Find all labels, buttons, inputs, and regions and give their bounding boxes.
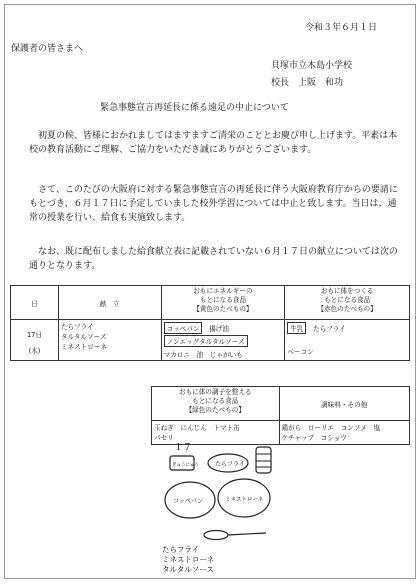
caption-line-2: ミネストローネ — [162, 555, 215, 564]
header-condition-foods: おもに体の調子を整える もとになる食品 【緑色のたべもの】 — [152, 387, 280, 421]
document-title: 緊急事態宣言再延長に係る遠足の中止について — [100, 103, 289, 113]
spoon-icon — [204, 531, 228, 540]
fish-label: たらフライ — [215, 461, 245, 468]
milk-label: ぎゅうにゅう — [172, 463, 199, 468]
day-cell: 17日 (木) — [11, 320, 59, 361]
header-menu: 献 立 — [58, 286, 161, 320]
paragraph-greeting: 初夏の候、皆様におかれましてはますますご清栄のこととお慶び申し上げます。平素は本校の教育活動にご理解、ご協力をいただき誠にありがとうございます。 — [29, 131, 398, 155]
lunch-tray-illustration — [156, 438, 282, 575]
document-date: 令和３年６月１日 — [305, 23, 378, 33]
header-seasonings: 調味料・その他 — [279, 387, 410, 421]
body-foods-cell: 牛乳 たらフライ ベーコン — [285, 320, 410, 361]
caption-line-3: タルタルソース — [162, 565, 214, 574]
energy-foods-cell: コッペパン 揚げ油 ノンエッグタルタルソース マカロニ 油 じゃがいも — [161, 320, 285, 361]
illustration-date: １７ — [174, 443, 193, 453]
menu-table-top — [10, 285, 410, 361]
condition-foods-cell: 玉ねぎ にんじん トマト缶 パセリ — [152, 421, 280, 445]
school-name: 貝塚市立木島小学校 — [271, 61, 353, 71]
paragraph-menu-note: なお、既に配布しました給食献立表に記載されていない６月１７日の献立については次の通りとなります。 — [29, 247, 398, 271]
menu-table-bottom — [151, 386, 410, 445]
header-body-foods: おもに体をつくる もとになる食品 【赤色のたべもの】 — [285, 286, 410, 320]
header-energy-foods: おもにエネルギーの もとになる食品 【黄色のたべもの】 — [161, 286, 285, 320]
soup-label: ミネストローネ — [225, 497, 264, 503]
header-day: 日 — [11, 286, 59, 320]
menu-items-cell: たらフライ タルタルソース ミネストローネ — [58, 320, 161, 361]
document-page — [4, 4, 416, 579]
paragraph-cancellation: さて、このたびの大阪府に対する緊急事態宣言の再延長に伴う大阪府教育庁からの要請にもとづき、６月１７日に予定していました校外学習については中止と致します。当日は、通常の授業を行い、給食も実施致します。 — [29, 185, 398, 223]
bread-label: コッペパン — [173, 498, 203, 505]
sauce-cup — [256, 447, 271, 473]
recipient: 保護者の皆さまへ — [11, 44, 84, 54]
caption-line-1: たらフライ — [162, 545, 200, 554]
seasonings-cell: 鶏がら ローリエ コンソメ 塩 ケチャップ コショウ — [279, 421, 410, 445]
principal-name: 校長 上阪 和功 — [271, 78, 344, 88]
